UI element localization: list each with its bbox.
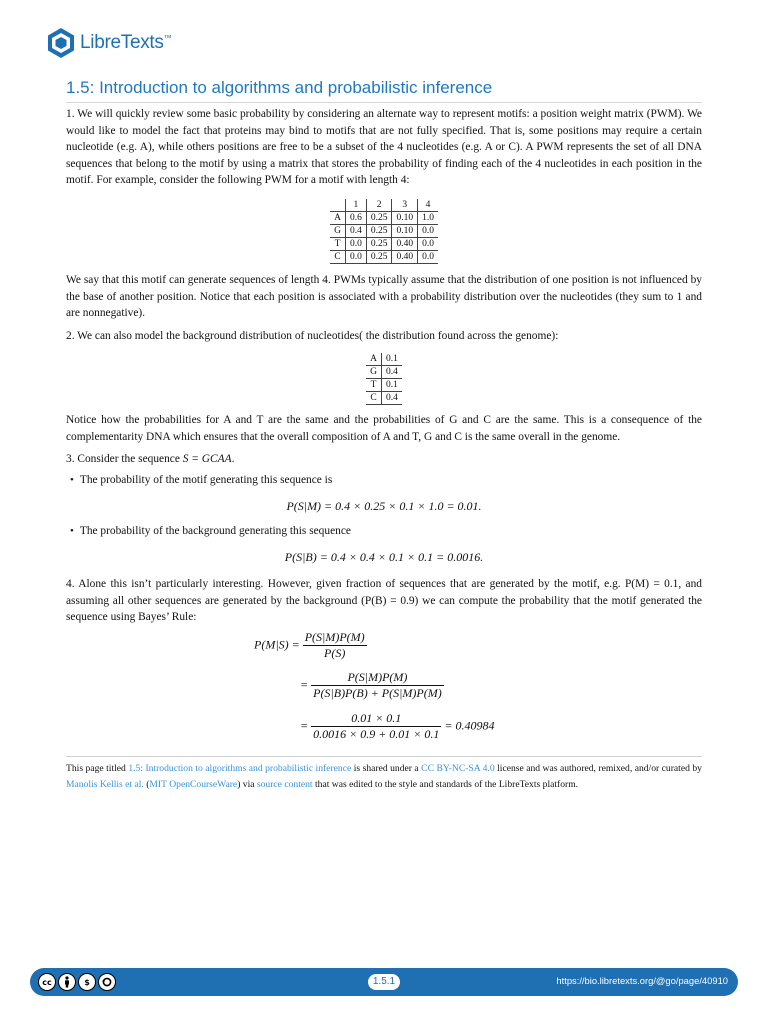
pwm-header-cell — [330, 199, 345, 212]
pwm-cell: 0.0 — [418, 238, 438, 251]
sequence-suffix: . — [231, 453, 235, 465]
bullet-icon: • — [70, 474, 74, 486]
pwm-cell: 0.4 — [345, 225, 366, 238]
bayes-equation-line1 — [254, 630, 367, 661]
bayes-fraction-1-num: P(S|M)P(M) — [304, 630, 365, 644]
bg-row — [366, 392, 402, 405]
attribution-footer — [66, 756, 702, 793]
pwm-cell: 0.10 — [392, 212, 418, 225]
equation-background-probability: P(S|B) = 0.4 × 0.4 × 0.1 × 0.1 = 0.0016. — [284, 550, 484, 564]
paragraph-sequence — [66, 451, 702, 468]
cc-icon: cc — [38, 973, 56, 991]
bg-cell: T — [366, 379, 381, 392]
pwm-header-row — [330, 199, 438, 212]
bayes-fraction-3-num: 0.01 × 0.1 — [311, 711, 441, 727]
pwm-header-cell: 2 — [366, 199, 392, 212]
pwm-cell: 0.25 — [366, 238, 392, 251]
source-content-link[interactable]: source content — [256, 779, 313, 790]
bayes-fraction-2 — [311, 670, 444, 701]
bg-row — [366, 353, 402, 366]
bg-cell: 0.1 — [382, 379, 402, 392]
bullet-icon: • — [70, 525, 74, 537]
paragraph-bayes-intro: 4. Alone this isn’t particularly interesting. However, given fraction of sequences that are generated by the motif, e.g. P(M) = 0.1, and assuming all other sequences are generated by the background (P(B) = 0.9) we can compute the probability that the motif generated the sequence using Bayes’ Rule: — [66, 578, 702, 623]
bayes-lhs: P(M|S) = — [254, 637, 300, 652]
pwm-cell: C — [330, 251, 345, 264]
bayes-fraction-3 — [311, 711, 441, 742]
bg-cell: 0.4 — [382, 392, 402, 405]
equation-motif-probability: P(S|M) = 0.4 × 0.25 × 0.1 × 1.0 = 0.01. — [286, 499, 482, 513]
pwm-cell: 0.0 — [345, 238, 366, 251]
page-title: 1.5: Introduction to algorithms and probabilistic inference — [66, 78, 702, 103]
pwm-table-wrapper — [66, 199, 702, 264]
bayes-equation-line3 — [300, 711, 495, 742]
cc-license-icons[interactable] — [38, 973, 116, 991]
bullet-text: The probability of the motif generating this sequence is — [79, 474, 333, 486]
libretexts-logo[interactable] — [46, 27, 171, 59]
pwm-header-cell: 4 — [418, 199, 438, 212]
sequence-math: S = GCAA — [182, 453, 232, 465]
logo-text: LibreTexts™ — [80, 32, 172, 53]
pwm-row — [330, 225, 438, 238]
footer-text: ) via — [237, 779, 257, 790]
paragraph-background-intro: 2. We can also model the background distribution of nucleotides( the distribution found across the genome): — [66, 330, 559, 342]
bg-cell: C — [366, 392, 381, 405]
pwm-cell: 0.40 — [392, 238, 418, 251]
pwm-row — [330, 251, 438, 264]
bayes-result: = 0.40984 — [444, 718, 495, 733]
bg-cell: G — [366, 366, 381, 379]
pwm-cell: T — [330, 238, 345, 251]
background-table-wrapper — [66, 353, 702, 405]
bayes-fraction-1-den: P(S) — [324, 646, 346, 660]
background-table — [366, 353, 402, 405]
pwm-header-cell: 1 — [345, 199, 366, 212]
page-number-badge: 1.5.1 — [368, 974, 400, 990]
sa-icon — [98, 973, 116, 991]
pwm-cell: 0.0 — [345, 251, 366, 264]
footer-text: is shared under a — [351, 763, 422, 774]
libretexts-logo-icon — [46, 27, 76, 59]
pwm-cell: 0.10 — [392, 225, 418, 238]
pwm-cell: 0.25 — [366, 251, 392, 264]
footer-text: This page titled — [66, 763, 129, 774]
mit-ocw-link[interactable]: MIT OpenCourseWare — [149, 779, 238, 790]
list-item — [70, 525, 351, 537]
bayes-equation-line2 — [300, 670, 444, 701]
bg-cell: 0.4 — [382, 366, 402, 379]
pwm-table — [330, 199, 438, 264]
page-title-link[interactable]: 1.5: Introduction to algorithms and probabilistic inference — [128, 763, 352, 774]
pwm-row — [330, 238, 438, 251]
bayes-fraction-2-den: P(S|B)P(B) + P(S|M)P(M) — [313, 686, 442, 700]
pwm-cell: 1.0 — [418, 212, 438, 225]
pwm-cell: G — [330, 225, 345, 238]
pwm-cell: 0.6 — [345, 212, 366, 225]
footer-text: that was edited to the style and standards of the LibreTexts platform. — [312, 779, 579, 790]
by-icon — [58, 973, 76, 991]
license-link[interactable]: CC BY-NC-SA 4.0 — [421, 763, 495, 774]
bullet-text: The probability of the background generating this sequence — [79, 525, 351, 537]
bayes-eq-sign: = — [300, 677, 309, 692]
paragraph-pwm-intro: 1. We will quickly review some basic probability by considering an alternate way to represent motifs: a position weight matrix (PWM). We would like to model the fact that proteins may bind to motifs that are not fully specified. That is, some positions may require a certain nucleotide (e.g. A), while others positions are free to be a subset of the 4 nucleotides (e.g. A or C). A PWM represents the set of all DNA sequences that belong to the motif by using a matrix that stores the probability of finding each of the 4 nucleotides in each position in the motif. For example, consider the following PWM for a motif with length 4: — [66, 108, 702, 186]
bayes-eq-sign: = — [300, 718, 309, 733]
bg-cell: A — [366, 353, 381, 366]
author-link[interactable]: Manolis Kellis et al. — [66, 779, 144, 790]
sequence-text: 3. Consider the sequence — [66, 453, 183, 465]
nc-icon: $ — [78, 973, 96, 991]
paragraph-pwm-explanation: We say that this motif can generate sequences of length 4. PWMs typically assume that the distribution of one position is not influenced by the base of another position. Notice that each position is associated with a probability distribution over the nucleotides (they sum to 1 and are nonnegative). — [66, 274, 702, 319]
bottom-bar — [30, 968, 738, 996]
pwm-cell: A — [330, 212, 345, 225]
bayes-fraction-3-den: 0.0016 × 0.9 + 0.01 × 0.1 — [313, 727, 440, 741]
bg-row — [366, 366, 402, 379]
list-item — [70, 474, 332, 486]
bayes-fraction-2-num: P(S|M)P(M) — [311, 670, 444, 686]
paragraph-complementarity: Notice how the probabilities for A and T are the same and the probabilities of G and C are the same. This is a consequence of the complementarity DNA which ensures that the overall composition of A and T, G and C is the same overall in the genome. — [66, 414, 702, 443]
pwm-cell: 0.40 — [392, 251, 418, 264]
bg-cell: 0.1 — [382, 353, 402, 366]
pwm-cell: 0.0 — [418, 251, 438, 264]
footer-text: ( — [143, 779, 150, 790]
footer-text: license and was authored, remixed, and/or curated by — [494, 763, 702, 774]
bg-row — [366, 379, 402, 392]
bayes-fraction-1 — [303, 630, 367, 661]
pwm-cell: 0.25 — [366, 212, 392, 225]
pwm-cell: 0.25 — [366, 225, 392, 238]
pwm-header-cell: 3 — [392, 199, 418, 212]
pwm-cell: 0.0 — [418, 225, 438, 238]
page-url[interactable]: https://bio.libretexts.org/@go/page/40910 — [556, 975, 728, 986]
pwm-row — [330, 212, 438, 225]
